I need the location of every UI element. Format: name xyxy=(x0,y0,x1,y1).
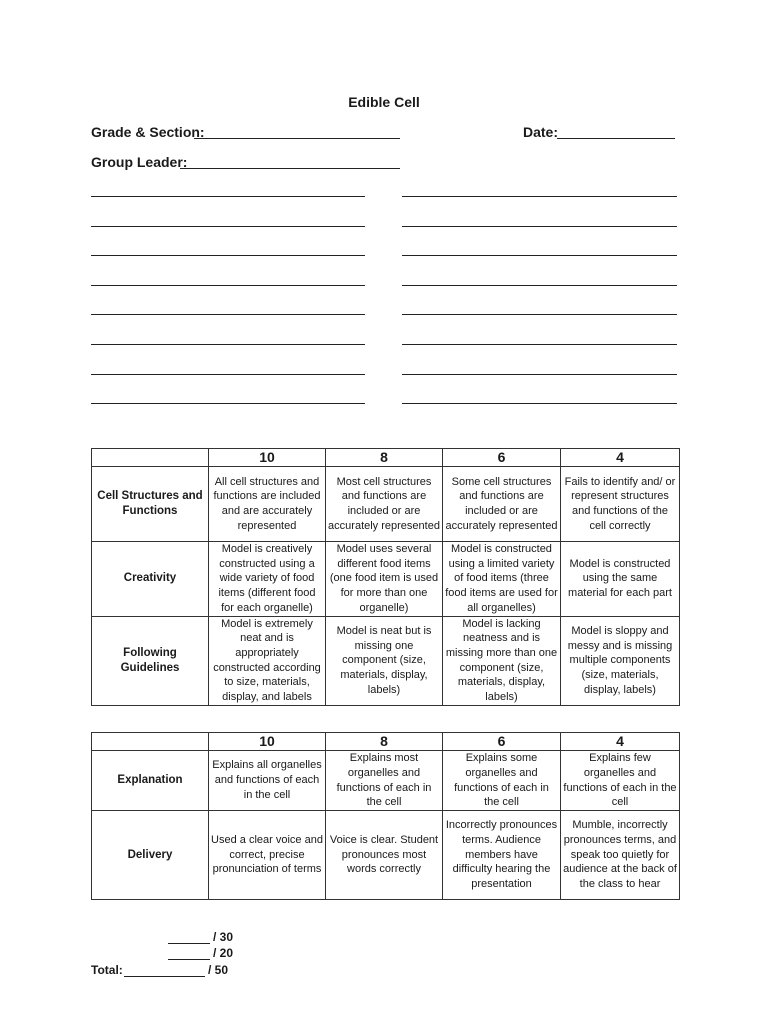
member-name-line[interactable] xyxy=(402,196,677,197)
total-out-of-50: / 50 xyxy=(208,963,229,977)
table-row xyxy=(92,616,680,705)
table-row xyxy=(92,751,680,811)
header-cell: 4 xyxy=(561,733,680,751)
member-name-line[interactable] xyxy=(91,196,365,197)
rubric-table-presentation xyxy=(91,732,680,900)
member-name-line[interactable] xyxy=(91,314,365,315)
criterion-cell: Following Guidelines xyxy=(92,616,209,705)
member-name-line[interactable] xyxy=(402,285,677,286)
page-title: Edible Cell xyxy=(348,94,420,110)
descriptor-cell: Model uses several different food items (one food item is used for more than one organelle) xyxy=(326,542,443,617)
header-cell xyxy=(92,449,209,467)
member-name-line[interactable] xyxy=(402,226,677,227)
header-cell: 4 xyxy=(561,449,680,467)
header-cell: 8 xyxy=(326,449,443,467)
header-cell: 10 xyxy=(209,449,326,467)
descriptor-cell: Used a clear voice and correct, precise pronunciation of terms xyxy=(209,811,326,900)
descriptor-cell: Explains all organelles and functions of each in the cell xyxy=(209,751,326,811)
header-cell: 8 xyxy=(326,733,443,751)
descriptor-cell: All cell structures and functions are included and are accurately represented xyxy=(209,467,326,542)
descriptor-cell: Model is creatively constructed using a wide variety of food items (different food for each organelle) xyxy=(209,542,326,617)
criterion-cell: Creativity xyxy=(92,542,209,617)
member-name-line[interactable] xyxy=(91,374,365,375)
score-blank-2[interactable] xyxy=(168,959,210,960)
member-name-line[interactable] xyxy=(402,344,677,345)
score-out-of-30: / 30 xyxy=(213,930,234,944)
header-cell: 6 xyxy=(443,449,561,467)
total-label: Total: xyxy=(91,963,123,977)
member-name-line[interactable] xyxy=(91,344,365,345)
member-name-line[interactable] xyxy=(91,285,365,286)
rubric-table-product xyxy=(91,448,680,706)
score-blank-1[interactable] xyxy=(168,943,210,944)
descriptor-cell: Model is sloppy and messy and is missing multiple components (size, materials, display, labels) xyxy=(561,616,680,705)
member-name-line[interactable] xyxy=(402,314,677,315)
grade-section-label: Grade & Section: xyxy=(91,124,205,140)
descriptor-cell: Model is extremely neat and is appropriately constructed according to size, materials, display, and labels xyxy=(209,616,326,705)
table-header-row xyxy=(92,733,680,751)
descriptor-cell: Explains some organelles and functions of each in the cell xyxy=(443,751,561,811)
descriptor-cell: Incorrectly pronounces terms. Audience members have difficulty hearing the presentation xyxy=(443,811,561,900)
member-name-line[interactable] xyxy=(91,403,365,404)
date-label: Date: xyxy=(523,124,559,140)
descriptor-cell: Model is constructed using a limited variety of food items (three food items are used for all organelles) xyxy=(443,542,561,617)
member-name-line[interactable] xyxy=(402,403,677,404)
criterion-cell: Cell Structures and Functions xyxy=(92,467,209,542)
descriptor-cell: Explains most organelles and functions of each in the cell xyxy=(326,751,443,811)
descriptor-cell: Model is lacking neatness and is missing more than one component (size, materials, display, labels) xyxy=(443,616,561,705)
header-cell: 10 xyxy=(209,733,326,751)
member-name-line[interactable] xyxy=(402,374,677,375)
descriptor-cell: Explains few organelles and functions of each in the cell xyxy=(561,751,680,811)
table-row xyxy=(92,467,680,542)
criterion-cell: Delivery xyxy=(92,811,209,900)
criterion-cell: Explanation xyxy=(92,751,209,811)
date-field[interactable] xyxy=(557,138,675,139)
header-cell: 6 xyxy=(443,733,561,751)
total-blank[interactable] xyxy=(124,976,205,977)
table-header-row xyxy=(92,449,680,467)
member-name-line[interactable] xyxy=(91,255,365,256)
descriptor-cell: Fails to identify and/ or represent structures and functions of the cell correctly xyxy=(561,467,680,542)
grade-section-field[interactable] xyxy=(194,138,400,139)
table-row xyxy=(92,811,680,900)
descriptor-cell: Most cell structures and functions are included or are accurately represented xyxy=(326,467,443,542)
group-leader-field[interactable] xyxy=(180,168,400,169)
table-row xyxy=(92,542,680,617)
descriptor-cell: Mumble, incorrectly pronounces terms, and speak too quietly for audience at the back of the class to hear xyxy=(561,811,680,900)
member-name-line[interactable] xyxy=(91,226,365,227)
score-out-of-20: / 20 xyxy=(213,946,234,960)
descriptor-cell: Some cell structures and functions are included or are accurately represented xyxy=(443,467,561,542)
descriptor-cell: Voice is clear. Student pronounces most words correctly xyxy=(326,811,443,900)
member-name-line[interactable] xyxy=(402,255,677,256)
header-cell xyxy=(92,733,209,751)
descriptor-cell: Model is neat but is missing one component (size, materials, display, labels) xyxy=(326,616,443,705)
descriptor-cell: Model is constructed using the same material for each part xyxy=(561,542,680,617)
group-leader-label: Group Leader: xyxy=(91,154,188,170)
